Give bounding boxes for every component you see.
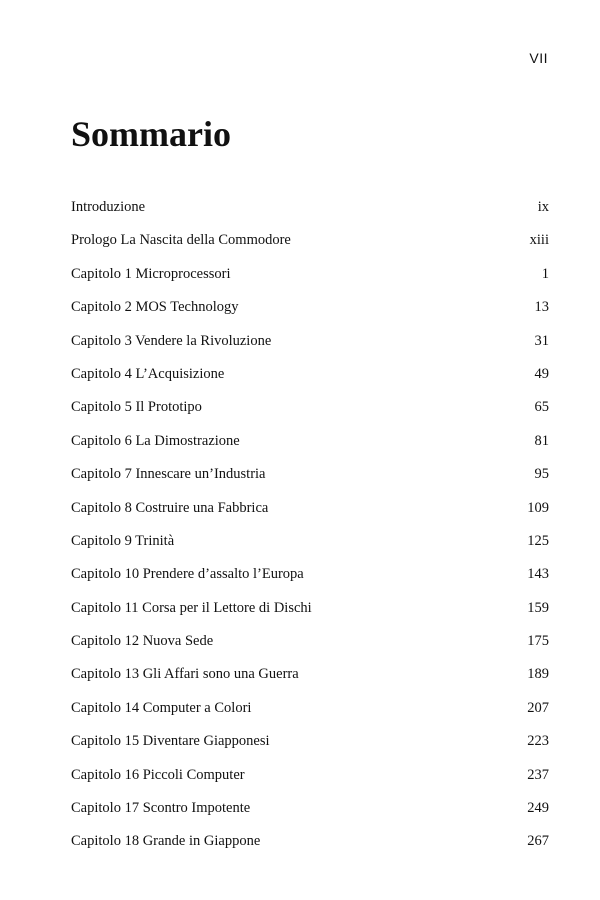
- toc-entry-title: Introduzione: [71, 199, 146, 215]
- toc-entry-page: 207: [527, 699, 549, 716]
- toc-entry-page: 223: [527, 733, 549, 750]
- toc-entry-title: Capitolo 15 Diventare Giapponesi: [71, 733, 270, 750]
- toc-entry: [71, 196, 549, 229]
- toc-entry: [71, 797, 549, 830]
- toc-entry-title: Capitolo 16 Piccoli Computer: [71, 766, 245, 783]
- toc-entry-page: 189: [527, 666, 549, 683]
- toc-entry-title: Capitolo 2 MOS Technology: [71, 299, 239, 316]
- toc-entry: [71, 630, 549, 663]
- toc-entry: [71, 597, 549, 630]
- toc-entry-page: 13: [534, 299, 549, 316]
- toc-entry-title: Capitolo 10 Prendere d’assalto l’Europa: [71, 566, 304, 583]
- toc-entry-page: 81: [534, 432, 549, 449]
- toc-entry-page: 31: [534, 332, 549, 349]
- table-of-contents: [71, 196, 549, 864]
- toc-entry-page: 95: [534, 466, 549, 483]
- toc-entry-title: Capitolo 8 Costruire una Fabbrica: [71, 499, 269, 516]
- toc-entry: [71, 730, 549, 763]
- toc-entry-title: Capitolo 3 Vendere la Rivoluzione: [71, 332, 272, 349]
- toc-entry-page: 175: [527, 633, 549, 650]
- toc-entry: [71, 396, 549, 429]
- toc-entry: [71, 663, 549, 696]
- toc-entry-title: Capitolo 4 L’Acquisizione: [71, 365, 225, 382]
- toc-entry-title: Capitolo 5 Il Prototipo: [71, 399, 202, 416]
- toc-entry-page: 65: [534, 399, 549, 416]
- toc-entry: [71, 530, 549, 563]
- toc-entry: [71, 697, 549, 730]
- toc-entry-page: 109: [527, 499, 549, 516]
- toc-entry: [71, 263, 549, 296]
- toc-entry: [71, 330, 549, 363]
- toc-entry-page: 159: [527, 599, 549, 616]
- toc-entry-title: Capitolo 17 Scontro Impotente: [71, 800, 251, 817]
- page-number: VII: [529, 50, 548, 66]
- toc-entry-title: Capitolo 11 Corsa per il Lettore di Dischi: [71, 599, 312, 616]
- toc-entry-page: 237: [527, 766, 549, 783]
- toc-entry-page: ix: [537, 199, 549, 215]
- page-title: Sommario: [71, 114, 231, 154]
- toc-entry: [71, 229, 549, 262]
- toc-entry: [71, 764, 549, 797]
- toc-entry-title: Prologo La Nascita della Commodore: [71, 232, 291, 249]
- toc-entry-title: Capitolo 7 Innescare un’Industria: [71, 466, 266, 483]
- toc-entry-page: 267: [527, 833, 549, 850]
- toc-entry-page: 49: [534, 365, 549, 382]
- toc-entry: [71, 430, 549, 463]
- toc-entry: [71, 563, 549, 596]
- toc-entry: [71, 830, 549, 863]
- toc-entry-title: Capitolo 13 Gli Affari sono una Guerra: [71, 666, 299, 683]
- toc-entry-page: 125: [527, 532, 549, 549]
- toc-entry-title: Capitolo 9 Trinità: [71, 532, 175, 549]
- toc-entry-page: 1: [541, 265, 549, 282]
- toc-entry: [71, 363, 549, 396]
- toc-entry-title: Capitolo 18 Grande in Giappone: [71, 833, 261, 850]
- toc-entry: [71, 497, 549, 530]
- toc-entry-title: Capitolo 12 Nuova Sede: [71, 633, 214, 650]
- toc-entry-page: 249: [527, 800, 549, 817]
- toc-entry-page: 143: [527, 566, 549, 583]
- toc-entry-title: Capitolo 14 Computer a Colori: [71, 699, 252, 716]
- toc-entry: [71, 296, 549, 329]
- toc-entry: [71, 463, 549, 496]
- toc-entry-title: Capitolo 1 Microprocessori: [71, 265, 231, 282]
- toc-entry-title: Capitolo 6 La Dimostrazione: [71, 432, 240, 449]
- toc-entry-page: xiii: [529, 232, 549, 249]
